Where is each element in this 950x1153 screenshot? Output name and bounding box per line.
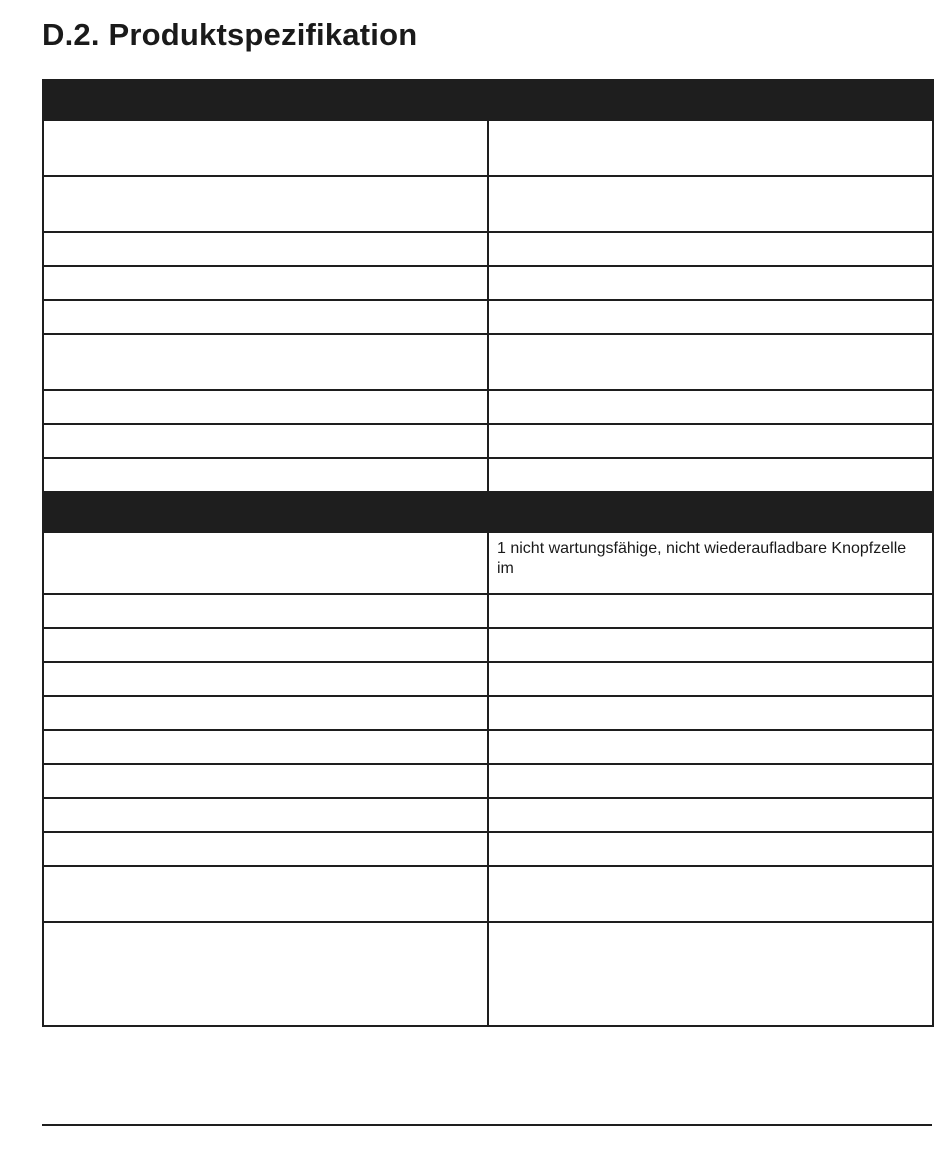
table-row bbox=[43, 832, 933, 866]
spec-value bbox=[488, 696, 933, 730]
table-row bbox=[43, 300, 933, 334]
spec-value bbox=[488, 390, 933, 424]
spec-value bbox=[488, 730, 933, 764]
table-row bbox=[43, 866, 933, 922]
spec-label bbox=[43, 594, 488, 628]
table-row bbox=[43, 532, 933, 594]
table-row bbox=[43, 696, 933, 730]
spec-label bbox=[43, 696, 488, 730]
spec-label bbox=[43, 866, 488, 922]
spec-value bbox=[488, 120, 933, 176]
table-row bbox=[43, 120, 933, 176]
spec-value bbox=[488, 266, 933, 300]
spec-value bbox=[488, 866, 933, 922]
spec-value bbox=[488, 458, 933, 492]
spec-label bbox=[43, 176, 488, 232]
spec-value bbox=[488, 662, 933, 696]
section-header-cell bbox=[43, 492, 933, 532]
table-row bbox=[43, 266, 933, 300]
spec-label bbox=[43, 232, 488, 266]
table-row bbox=[43, 424, 933, 458]
footer-rule bbox=[42, 1124, 932, 1126]
spec-value bbox=[488, 764, 933, 798]
table-row bbox=[43, 662, 933, 696]
spec-value bbox=[488, 832, 933, 866]
spec-label bbox=[43, 266, 488, 300]
table-row bbox=[43, 334, 933, 390]
spec-value bbox=[488, 424, 933, 458]
spec-label bbox=[43, 832, 488, 866]
spec-label bbox=[43, 120, 488, 176]
spec-value bbox=[488, 798, 933, 832]
table-row bbox=[43, 798, 933, 832]
spec-label bbox=[43, 300, 488, 334]
table-row bbox=[43, 390, 933, 424]
page-title: D.2. Produktspezifikation bbox=[42, 17, 418, 52]
spec-label bbox=[43, 922, 488, 1026]
table-row bbox=[43, 764, 933, 798]
spec-label bbox=[43, 662, 488, 696]
spec-label bbox=[43, 532, 488, 594]
table-row bbox=[43, 232, 933, 266]
spec-value bbox=[488, 176, 933, 232]
spec-label bbox=[43, 730, 488, 764]
specification-table bbox=[42, 79, 934, 1027]
table-row bbox=[43, 730, 933, 764]
table-row bbox=[43, 176, 933, 232]
spec-value bbox=[488, 300, 933, 334]
table-row bbox=[43, 628, 933, 662]
spec-value bbox=[488, 922, 933, 1026]
spec-value bbox=[488, 594, 933, 628]
spec-label bbox=[43, 424, 488, 458]
spec-value bbox=[488, 334, 933, 390]
table-row bbox=[43, 922, 933, 1026]
table-row bbox=[43, 458, 933, 492]
spec-label bbox=[43, 764, 488, 798]
table-row bbox=[43, 594, 933, 628]
spec-label bbox=[43, 628, 488, 662]
spec-value bbox=[488, 232, 933, 266]
spec-label bbox=[43, 334, 488, 390]
spec-label bbox=[43, 390, 488, 424]
spec-label bbox=[43, 458, 488, 492]
spec-value bbox=[488, 628, 933, 662]
section-header-cell bbox=[43, 80, 933, 120]
battery-spec-value: 1 nicht wartungsfähige, nicht wiederaufladbare Knopfzelle im bbox=[488, 532, 933, 594]
section-header-1 bbox=[43, 80, 933, 120]
spec-label bbox=[43, 798, 488, 832]
section-header-2 bbox=[43, 492, 933, 532]
